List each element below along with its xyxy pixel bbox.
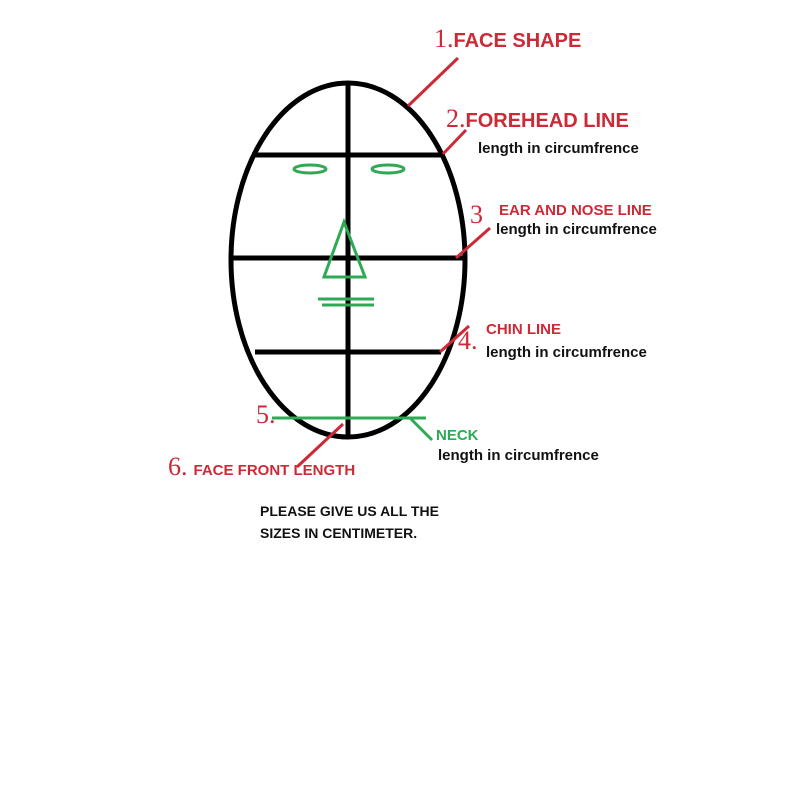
- front-length-number: 6.: [168, 452, 188, 481]
- neck-title: NECK: [436, 427, 479, 444]
- left-eye: [294, 165, 326, 173]
- nose: [324, 222, 365, 277]
- face-shape-label: [434, 24, 581, 54]
- front-length-label: [168, 452, 355, 482]
- neck-sub: length in circumfrence: [438, 447, 599, 464]
- front-length-title: FACE FRONT LENGTH: [193, 462, 356, 479]
- face-shape-pointer: [408, 58, 458, 106]
- chin-sub: length in circumfrence: [486, 344, 647, 361]
- ear-nose-sub: length in circumfrence: [496, 221, 657, 238]
- forehead-sub: length in circumfrence: [478, 140, 639, 157]
- ear-nose-title: EAR AND NOSE LINE: [499, 202, 652, 219]
- forehead-title: FOREHEAD LINE: [465, 110, 629, 132]
- forehead-label: [446, 104, 629, 134]
- instruction-line-2: SIZES IN CENTIMETER.: [260, 525, 418, 541]
- face-shape-number: 1.: [434, 24, 454, 53]
- ear-nose-number: 3: [470, 200, 483, 229]
- forehead-number: 2.: [446, 104, 466, 133]
- right-eye: [372, 165, 404, 173]
- instruction-line-1: PLEASE GIVE US ALL THE: [260, 503, 439, 519]
- chin-number: 4.: [458, 326, 478, 355]
- neck-pointer: [410, 418, 432, 440]
- neck-number: 5.: [256, 400, 276, 429]
- face-shape-title: FACE SHAPE: [453, 30, 582, 52]
- instruction-note: [260, 500, 439, 544]
- chin-title: CHIN LINE: [486, 321, 561, 338]
